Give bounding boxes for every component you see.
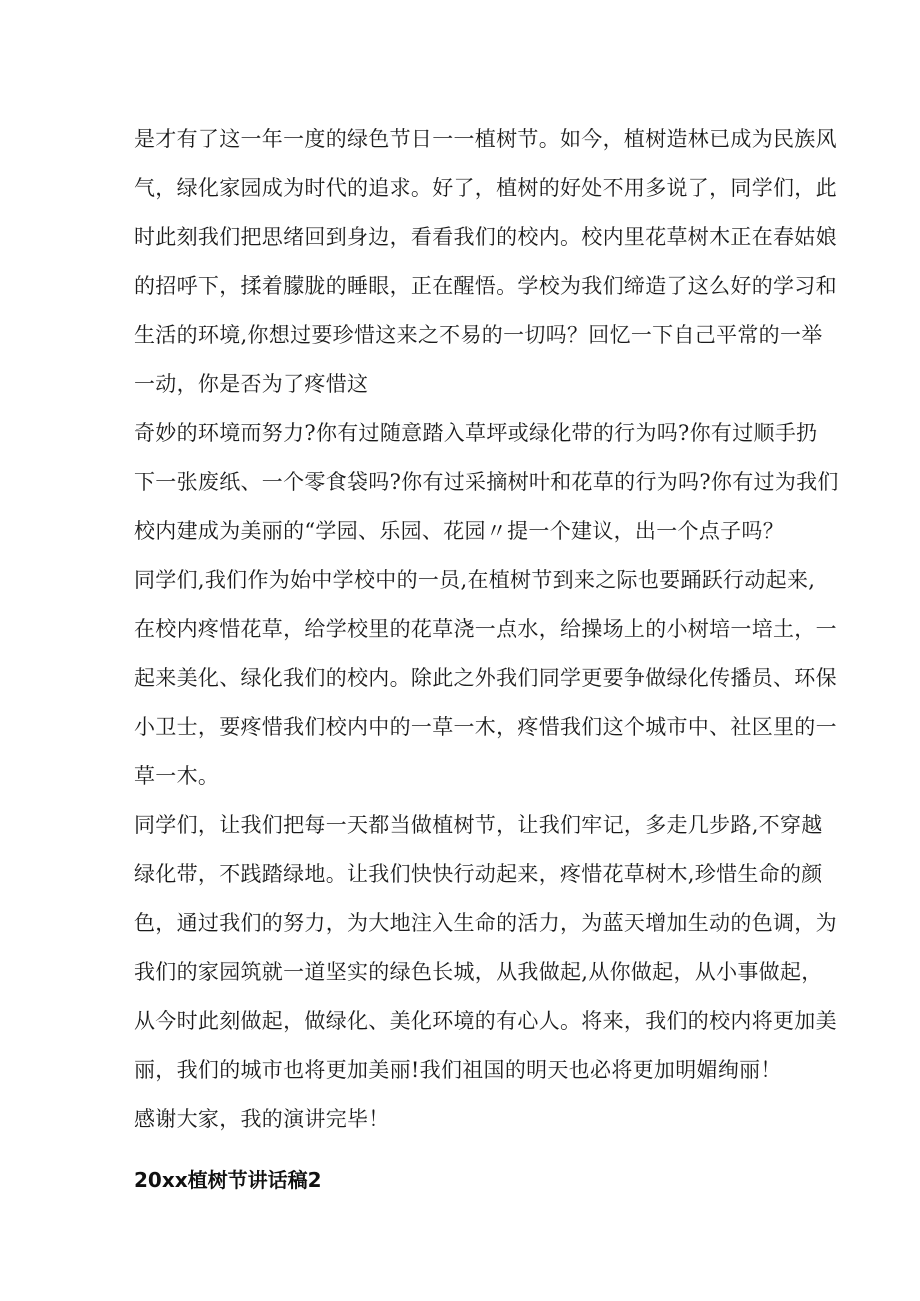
text-line: 下一张废纸、一个零食袋吗?你有过采摘树叶和花草的行为吗?你有过为我们 (134, 470, 839, 494)
text-line: 校内建成为美丽的“学园、乐园、花园〃提一个建议，出一个点子吗？ (134, 519, 785, 543)
text-line: 小卫士，要疼惜我们校内中的一草一木，疼惜我们这个城市中、社区里的一 (134, 715, 837, 739)
text-line: 感谢大家，我的演讲完毕！ (134, 1107, 390, 1131)
text-line: 我们的家园筑就一道坚实的绿色长城，从我做起,从你做起，从小事做起， (134, 960, 823, 984)
paragraph-1 (134, 115, 837, 409)
text-line: 绿化带，不践踏绿地。让我们快快行动起来，疼惜花草树木,珍惜生命的颜 (134, 862, 823, 886)
text-line: 同学们,我们作为始中学校中的一员,在植树节到来之际也要踊跃行动起来, (134, 568, 816, 592)
text-line: 色，通过我们的努力，为大地注入生命的活力，为蓝天增加生动的色调，为 (134, 911, 837, 935)
paragraph-2 (134, 409, 839, 556)
text-line: 丽，我们的城市也将更加美丽!我们祖国的明天也必将更加明媚绚丽！ (134, 1058, 782, 1082)
text-line: 时此刻我们把思绪回到身边，看看我们的校内。校内里花草树木正在春姑娘 (134, 225, 837, 249)
text-line: 在校内疼惜花草，给学校里的花草浇一点水，给操场上的小树培一培土，一 (134, 617, 837, 641)
text-line: 的招呼下，揉着朦胧的睡眼，正在醒悟。学校为我们缔造了这么好的学习和 (134, 274, 837, 298)
text-line: 奇妙的环境而努力?你有过随意踏入草坪或绿化带的行为吗?你有过顺手扔 (134, 421, 818, 445)
text-line: 从今时此刻做起，做绿化、美化环境的有心人。将来，我们的校内将更加美 (134, 1009, 837, 1033)
paragraph-4 (134, 801, 837, 1095)
text-line: 生活的环境,你想过要珍惜这来之不易的一切吗？回忆一下自己平常的一举 (134, 323, 823, 347)
text-line: 气，绿化家园成为时代的追求。好了，植树的好处不用多说了，同学们，此 (134, 176, 837, 200)
paragraph-5 (134, 1095, 794, 1144)
text-line: 起来美化、绿化我们的校内。除此之外我们同学更要争做绿化传播员、环保 (134, 666, 837, 690)
section-heading: 20xx植树节讲话稿2 (134, 1168, 322, 1192)
text-line: 草一木。 (134, 764, 220, 788)
paragraph-3 (134, 556, 837, 801)
text-line: 一动，你是否为了疼惜这 (134, 372, 369, 396)
text-line: 同学们，让我们把每一天都当做植树节，让我们牢记，多走几步路,不穿越 (134, 813, 823, 837)
text-line: 是才有了这一年一度的绿色节日一一植树节。如今，植树造林已成为民族风 (134, 127, 837, 151)
